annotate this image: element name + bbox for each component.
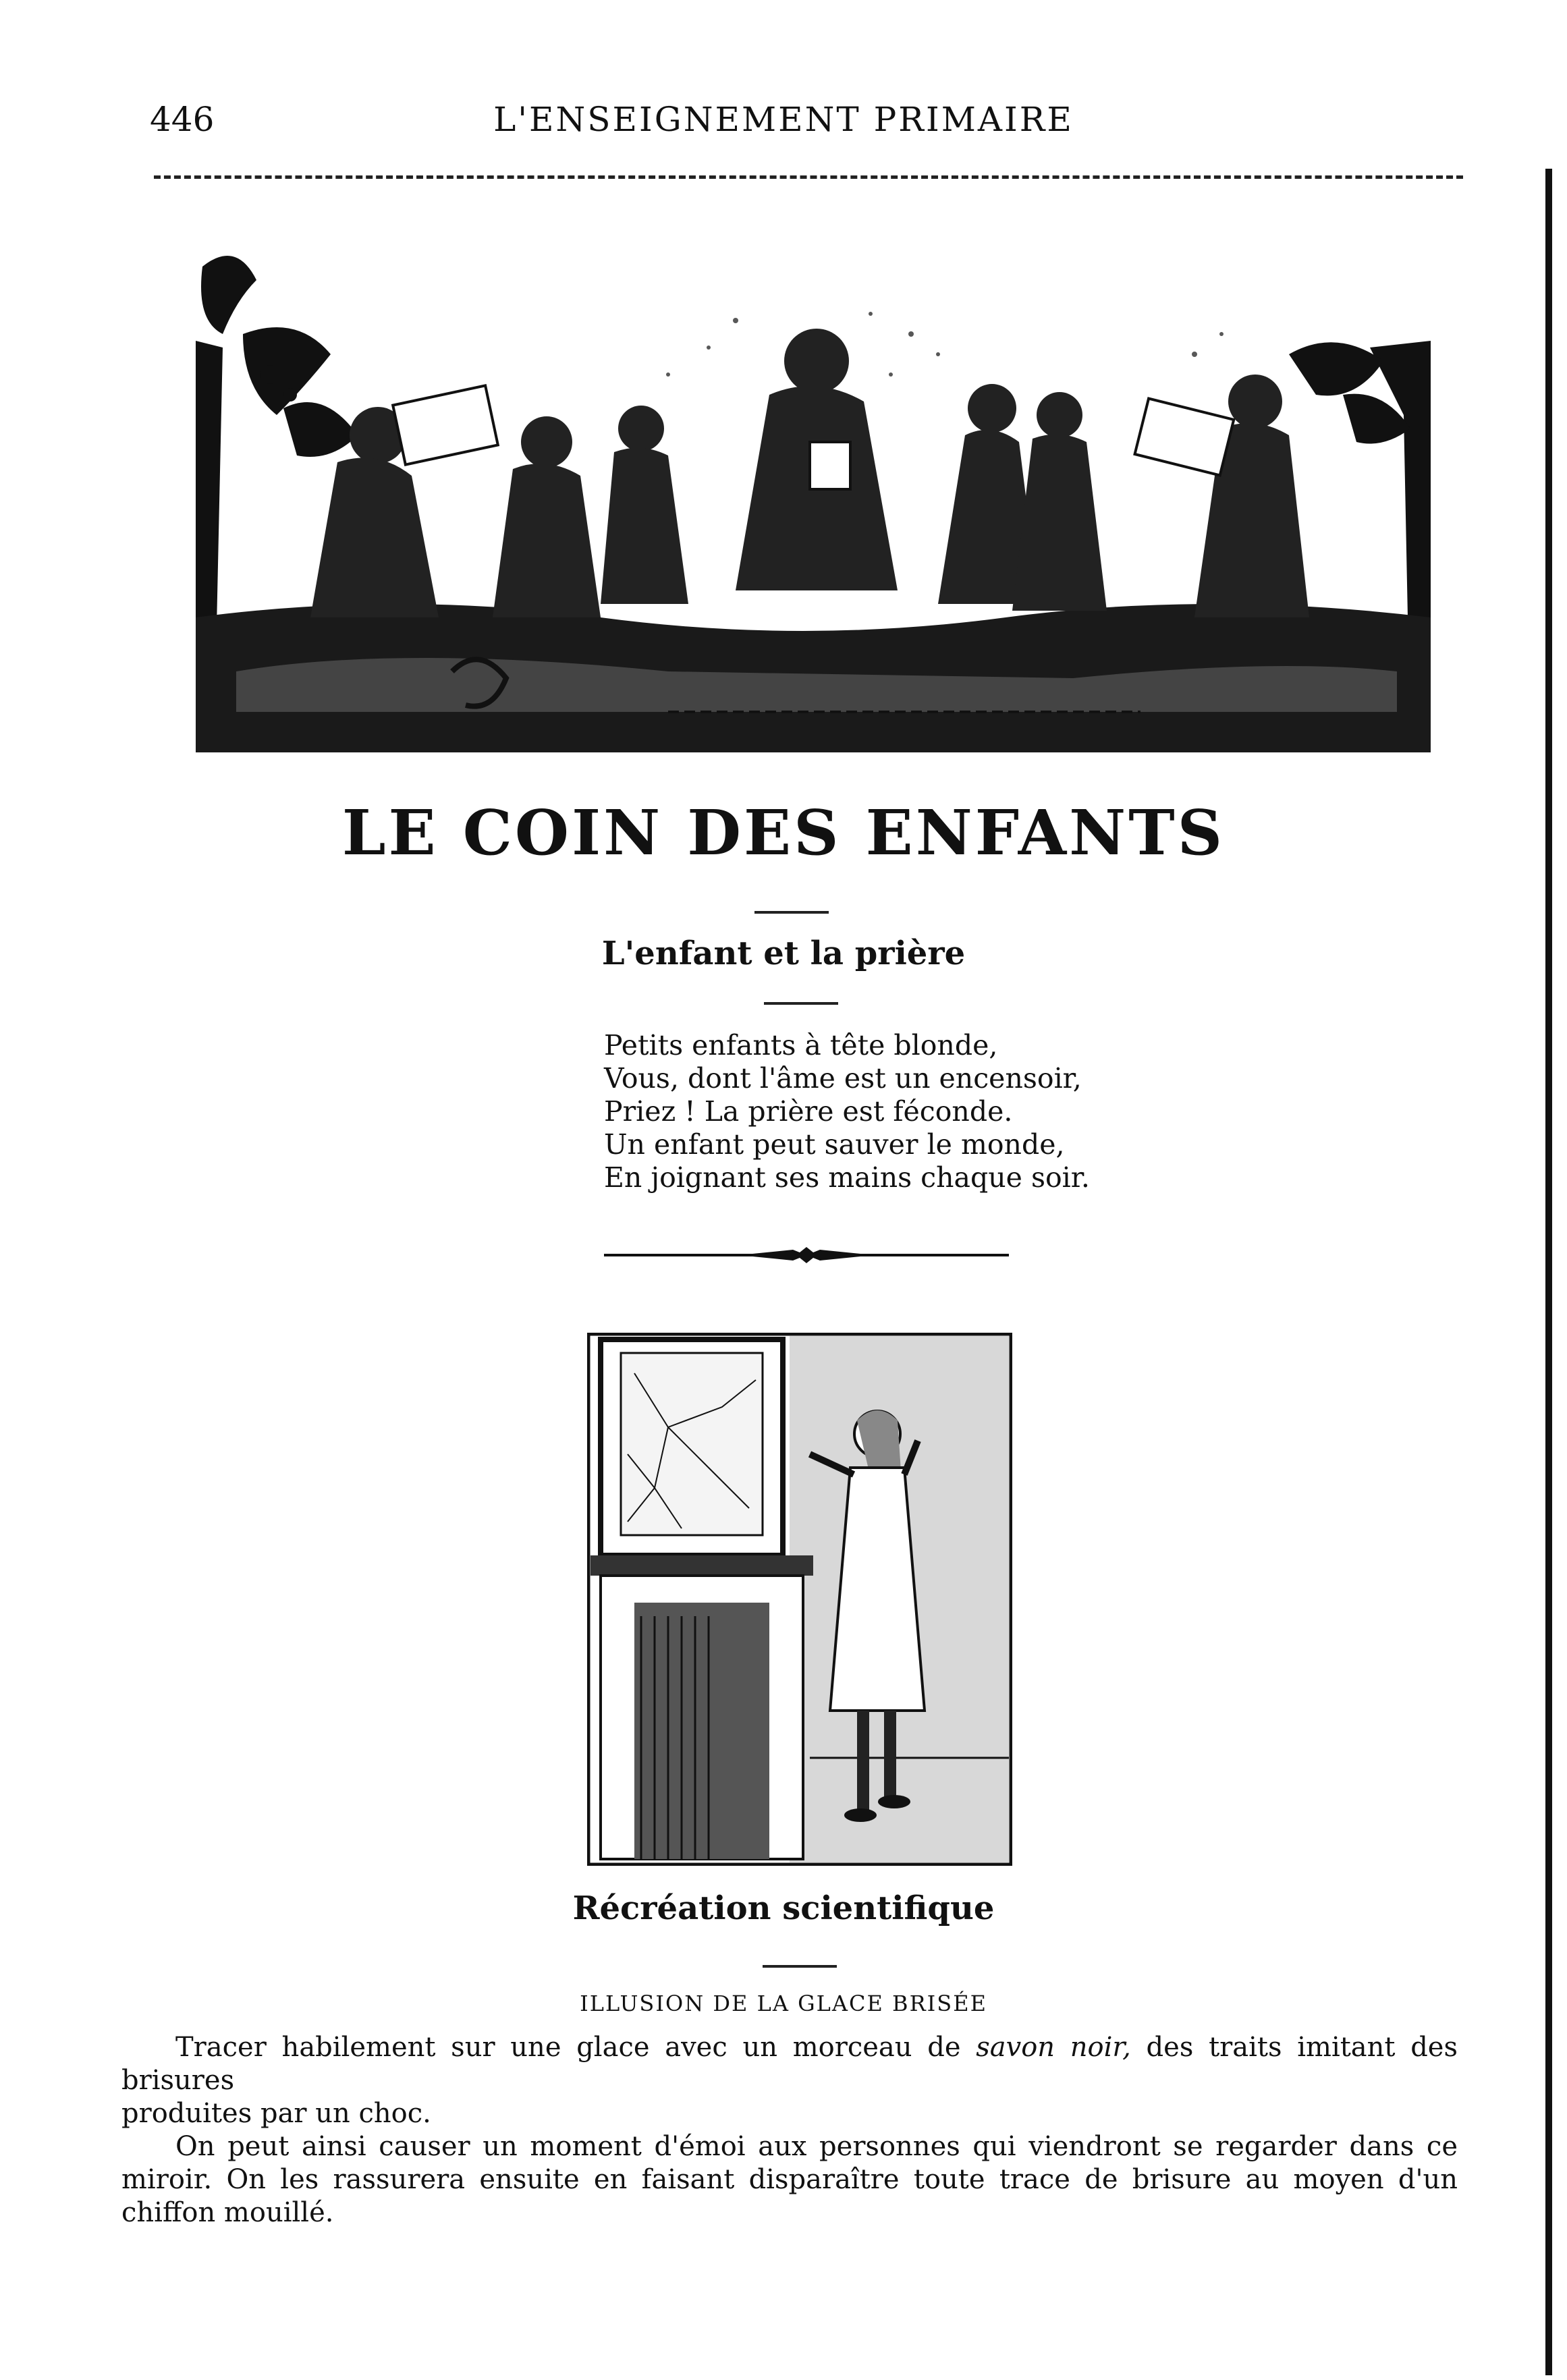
- header-rule: [154, 175, 1463, 179]
- poem-line: En joignant ses mains chaque soir.: [604, 1161, 1090, 1194]
- broken-mirror-illustration: [587, 1333, 1012, 1866]
- recreation-title: Récréation scientifique: [572, 1889, 995, 1927]
- divider-rule: [764, 1002, 838, 1005]
- banner-illustration: [196, 240, 1431, 752]
- section-title: LE COIN DES ENFANTS: [341, 796, 1226, 869]
- body-text: [121, 2031, 1458, 2230]
- divider-rule: [763, 1965, 837, 1968]
- paragraph-2: On peut ainsi causer un moment d'émoi aux personnes qui viendront se regarder dans ce miroir. On les rassurera ensuite en faisant disparaître toute trace de brisure au moyen d'un chiffon mouillé.: [121, 2131, 1458, 2228]
- divider-rule: [754, 911, 829, 914]
- illusion-title: ILLUSION DE LA GLACE BRISÉE: [580, 1991, 987, 2016]
- ornamental-divider: [604, 1242, 1009, 1269]
- paragraph-1-end: des traits imitant des brisures: [121, 2032, 1458, 2096]
- poem-stanza: [604, 1029, 1090, 1194]
- poem-line: Petits enfants à tête blonde,: [604, 1029, 998, 1061]
- page-number: 446: [150, 100, 215, 139]
- emphasis-savon-noir: savon noir,: [976, 2032, 1131, 2063]
- paragraph-1-continuation: produites par un choc.: [121, 2098, 431, 2129]
- poem-title: L'enfant et la prière: [601, 935, 966, 972]
- page-edge-shadow: [1545, 169, 1552, 2375]
- poem-line: Priez ! La prière est féconde.: [604, 1095, 1013, 1128]
- paragraph-1-start: Tracer habilement sur une glace avec un morceau de: [175, 2032, 977, 2063]
- running-title: L'ENSEIGNEMENT PRIMAIRE: [493, 100, 1074, 139]
- paragraph-1: [121, 2031, 1458, 2097]
- poem-line: Un enfant peut sauver le monde,: [604, 1128, 1065, 1161]
- poem-line: Vous, dont l'âme est un encensoir,: [604, 1062, 1082, 1095]
